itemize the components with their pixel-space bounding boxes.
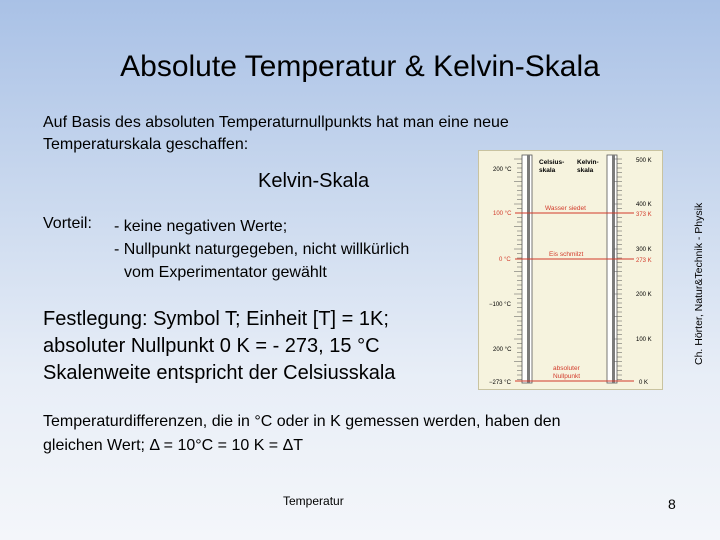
celsius-label-0: 0 °C <box>499 257 511 263</box>
vorteil-list <box>114 215 409 284</box>
differenzen-line-2: gleichen Wert; Δ = 10°C = 10 K = ΔT <box>43 437 304 454</box>
vorteil-label: Vorteil: <box>43 215 92 232</box>
vorteil-item-2: - Nullpunkt naturgegeben, nicht willkürlich <box>114 241 410 258</box>
differenzen-line-1: Temperaturdifferenzen, die in °C oder in K gemessen werden, haben den <box>43 413 561 430</box>
kelvin-label-200: 200 K <box>636 292 652 298</box>
wasser-label: Wasser siedet <box>545 205 586 212</box>
kelvin-label-273: 273 K <box>636 258 652 264</box>
thermometer-image <box>478 150 663 390</box>
celsius-label-100: 100 °C <box>493 211 512 217</box>
celsius-column <box>527 155 530 383</box>
festlegung-line-2: absoluter Nullpunkt 0 K = - 273, 15 °C <box>43 335 380 357</box>
differenzen-text <box>43 410 683 458</box>
footer-text: Temperatur <box>283 494 344 508</box>
intro-line-2: Temperaturskala geschaffen: <box>43 136 249 153</box>
celsius-label-minus100: −100 °C <box>489 302 511 308</box>
kelvin-label-0: 0 K <box>639 380 649 386</box>
festlegung-line-3: Skalenweite entspricht der Celsiusskala <box>43 362 396 384</box>
celsius-label-minus273: −273 °C <box>489 380 511 386</box>
vorteil-item-3: vom Experimentator gewählt <box>124 264 327 281</box>
celsius-header-2: skala <box>539 167 556 174</box>
nullpunkt-label-1: absoluter <box>553 365 580 372</box>
page-number: 8 <box>668 496 676 512</box>
celsius-header-1: Celsius- <box>539 159 565 166</box>
festlegung-block <box>43 306 395 387</box>
kelvin-label-373: 373 K <box>636 212 652 218</box>
celsius-label-200: 200 °C <box>493 167 512 173</box>
kelvin-label-300: 300 K <box>636 247 652 253</box>
nullpunkt-label-2: Nullpunkt <box>553 373 581 380</box>
celsius-label-minus200: 200 °C <box>493 347 512 353</box>
kelvin-header-1: Kelvin- <box>577 159 599 166</box>
kelvin-heading: Kelvin-Skala <box>258 170 370 192</box>
eis-label: Eis schmilzt <box>549 251 584 258</box>
kelvin-label-500: 500 K <box>636 158 652 164</box>
slide-title: Absolute Temperatur & Kelvin-Skala <box>120 50 600 83</box>
side-credit: Ch. Hörter, Natur&Technik - Physik <box>693 202 705 365</box>
vorteil-item-1: - keine negativen Werte; <box>114 218 288 235</box>
intro-line-1: Auf Basis des absoluten Temperaturnullpunkts hat man eine neue <box>43 114 509 131</box>
festlegung-line-1: Festlegung: Symbol T; Einheit [T] = 1K; <box>43 308 389 330</box>
kelvin-header-2: skala <box>577 167 594 174</box>
kelvin-column <box>612 155 615 383</box>
kelvin-label-400: 400 K <box>636 202 652 208</box>
kelvin-label-100: 100 K <box>636 337 652 343</box>
